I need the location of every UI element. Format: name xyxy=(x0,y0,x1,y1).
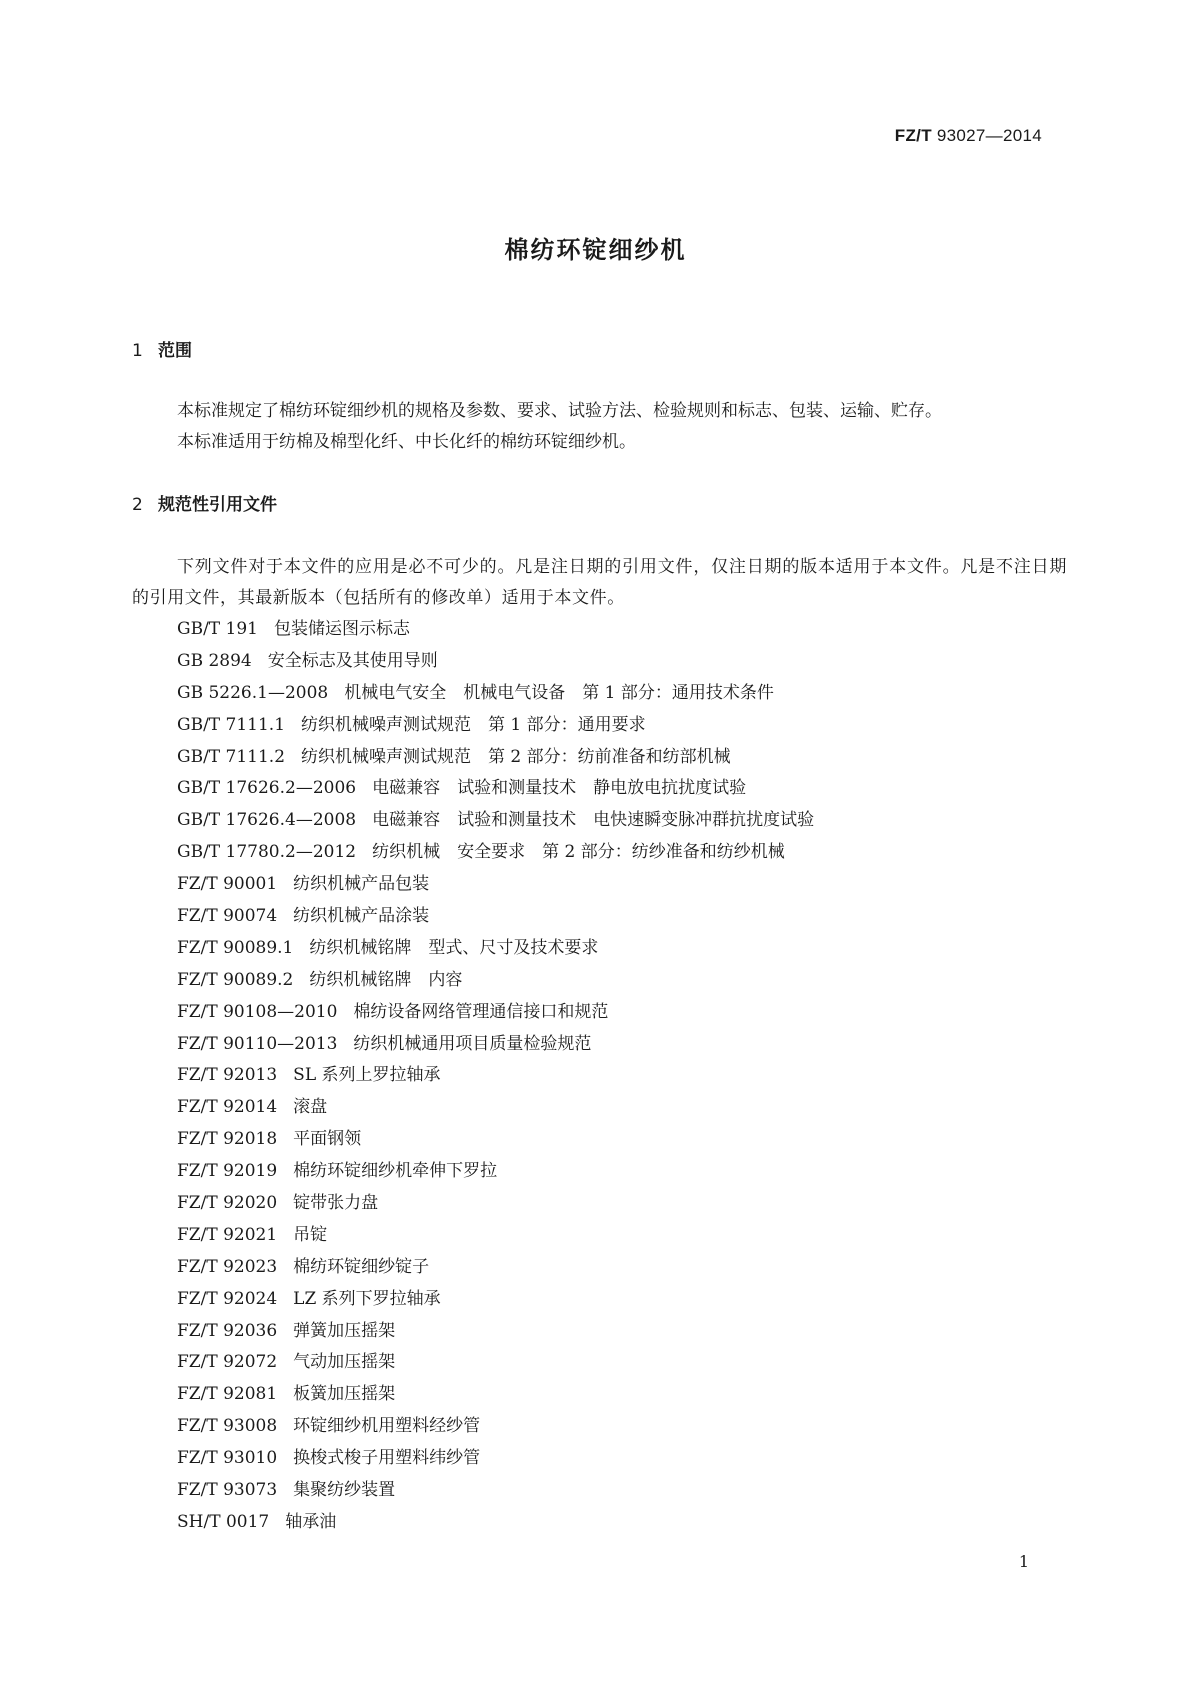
reference-code: FZ/T 92020 xyxy=(177,1193,278,1214)
reference-title: 弹簧加压摇架 xyxy=(293,1320,396,1341)
reference-code: GB 5226.1—2008 xyxy=(177,682,329,703)
standard-code xyxy=(895,126,1042,146)
reference-title: 纺织机械铭牌 内容 xyxy=(309,969,463,990)
reference-item xyxy=(177,1252,814,1284)
reference-title: 电磁兼容 试验和测量技术 电快速瞬变脉冲群抗扰度试验 xyxy=(372,810,815,831)
reference-code: FZ/T 90001 xyxy=(177,874,278,895)
reference-code: GB/T 17626.4—2008 xyxy=(177,810,357,831)
reference-title: 棉纺环锭细纱机牵伸下罗拉 xyxy=(293,1161,498,1182)
reference-item xyxy=(177,1060,814,1092)
reference-title: 棉纺环锭细纱锭子 xyxy=(293,1256,430,1277)
reference-code: FZ/T 90074 xyxy=(177,906,278,927)
reference-item xyxy=(177,1507,814,1539)
reference-code: FZ/T 92021 xyxy=(177,1224,278,1245)
reference-code: FZ/T 92014 xyxy=(177,1097,278,1118)
reference-list xyxy=(177,614,814,1539)
reference-title: 包装储运图示标志 xyxy=(274,619,410,639)
reference-item xyxy=(177,1124,814,1156)
document-title: 棉纺环锭细纱机 xyxy=(504,236,687,264)
reference-code: FZ/T 93010 xyxy=(177,1448,278,1469)
reference-title: 平面钢领 xyxy=(293,1129,362,1150)
reference-title: 纺织机械噪声测试规范 第 2 部分：纺前准备和纺部机械 xyxy=(301,746,731,767)
reference-item xyxy=(177,1443,814,1475)
standard-prefix: FZ/T xyxy=(894,126,932,145)
reference-title: 纺织机械产品包装 xyxy=(293,874,430,895)
reference-code: FZ/T 90089.2 xyxy=(177,969,294,990)
reference-code: FZ/T 92072 xyxy=(177,1352,278,1373)
reference-title: 纺织机械噪声测试规范 第 1 部分：通用要求 xyxy=(301,714,646,735)
references-intro-paragraph: 下列文件对于本文件的应用是必不可少的。凡是注日期的引用文件，仅注日期的版本适用于本文件。凡是不注日期的引用文件，其最新版本（包括所有的修改单）适用于本文件。 xyxy=(132,557,1067,608)
reference-item xyxy=(177,1379,814,1411)
reference-title: 纺织机械铭牌 型式、尺寸及技术要求 xyxy=(309,937,599,958)
reference-title: LZ 系列下罗拉轴承 xyxy=(293,1288,441,1309)
reference-title: 气动加压摇架 xyxy=(293,1352,396,1373)
scope-paragraph: 本标准适用于纺棉及棉型化纤、中长化纤的棉纺环锭细纱机。 xyxy=(177,432,636,452)
reference-item xyxy=(177,837,814,869)
reference-code: FZ/T 92036 xyxy=(177,1320,278,1341)
reference-item xyxy=(177,1347,814,1379)
reference-title: 纺织机械产品涂装 xyxy=(293,906,430,927)
reference-code: FZ/T 90110—2013 xyxy=(177,1033,338,1054)
reference-item xyxy=(177,646,814,678)
section-title: 范围 xyxy=(158,341,192,361)
reference-title: 环锭细纱机用塑料经纱管 xyxy=(293,1416,481,1437)
reference-code: GB 2894 xyxy=(177,650,252,671)
reference-title: 集聚纺纱装置 xyxy=(293,1480,396,1501)
section-number: 1 xyxy=(132,341,143,361)
reference-item xyxy=(177,901,814,933)
reference-code: GB/T 191 xyxy=(177,619,258,639)
reference-item xyxy=(177,1156,814,1188)
reference-item xyxy=(177,710,814,742)
reference-item xyxy=(177,1316,814,1348)
reference-item xyxy=(177,1188,814,1220)
reference-title: 换梭式梭子用塑料纬纱管 xyxy=(293,1448,481,1469)
reference-item xyxy=(177,1411,814,1443)
reference-title: 滚盘 xyxy=(293,1097,328,1118)
reference-code: FZ/T 92024 xyxy=(177,1288,278,1309)
reference-code: FZ/T 92081 xyxy=(177,1384,278,1405)
reference-code: FZ/T 92018 xyxy=(177,1129,278,1150)
reference-code: GB/T 17626.2—2006 xyxy=(177,778,357,799)
reference-code: FZ/T 90089.1 xyxy=(177,937,294,958)
reference-title: 板簧加压摇架 xyxy=(293,1384,396,1405)
reference-item xyxy=(177,1475,814,1507)
reference-title: 棉纺设备网络管理通信接口和规范 xyxy=(353,1001,609,1022)
reference-code: SH/T 0017 xyxy=(177,1511,270,1532)
reference-code: GB/T 7111.2 xyxy=(177,746,286,767)
section-title: 规范性引用文件 xyxy=(158,495,277,515)
reference-item xyxy=(177,1284,814,1316)
reference-item xyxy=(177,933,814,965)
scope-paragraph: 本标准规定了棉纺环锭细纱机的规格及参数、要求、试验方法、检验规则和标志、包装、运输、贮存。 xyxy=(177,401,942,421)
reference-title: 电磁兼容 试验和测量技术 静电放电抗扰度试验 xyxy=(372,778,747,799)
reference-item xyxy=(177,1220,814,1252)
standard-number: 93027—2014 xyxy=(936,126,1042,145)
reference-title: SL 系列上罗拉轴承 xyxy=(293,1065,441,1086)
section-heading-normative-references xyxy=(132,490,277,515)
reference-item xyxy=(177,997,814,1029)
reference-title: 机械电气安全 机械电气设备 第 1 部分：通用技术条件 xyxy=(344,682,774,703)
section-heading-scope xyxy=(132,336,192,361)
reference-item xyxy=(177,805,814,837)
reference-item xyxy=(177,869,814,901)
reference-item xyxy=(177,965,814,997)
reference-code: GB/T 7111.1 xyxy=(177,714,286,735)
page-number: 1 xyxy=(1018,1552,1029,1571)
reference-item xyxy=(177,678,814,710)
reference-title: 纺织机械 安全要求 第 2 部分：纺纱准备和纺纱机械 xyxy=(372,842,785,863)
reference-title: 纺织机械通用项目质量检验规范 xyxy=(353,1033,592,1054)
reference-title: 吊锭 xyxy=(293,1224,328,1245)
reference-code: FZ/T 90108—2010 xyxy=(177,1001,338,1022)
section-number: 2 xyxy=(132,495,143,515)
reference-code: FZ/T 93073 xyxy=(177,1480,278,1501)
reference-code: FZ/T 92019 xyxy=(177,1161,278,1182)
reference-item xyxy=(177,742,814,774)
reference-code: FZ/T 93008 xyxy=(177,1416,278,1437)
reference-code: FZ/T 92013 xyxy=(177,1065,278,1086)
reference-item xyxy=(177,773,814,805)
reference-item xyxy=(177,1092,814,1124)
reference-item xyxy=(177,614,814,646)
reference-code: GB/T 17780.2—2012 xyxy=(177,842,357,863)
reference-title: 轴承油 xyxy=(285,1511,337,1532)
reference-title: 安全标志及其使用导则 xyxy=(267,650,438,671)
reference-title: 锭带张力盘 xyxy=(293,1193,379,1214)
reference-item xyxy=(177,1029,814,1061)
reference-code: FZ/T 92023 xyxy=(177,1256,278,1277)
